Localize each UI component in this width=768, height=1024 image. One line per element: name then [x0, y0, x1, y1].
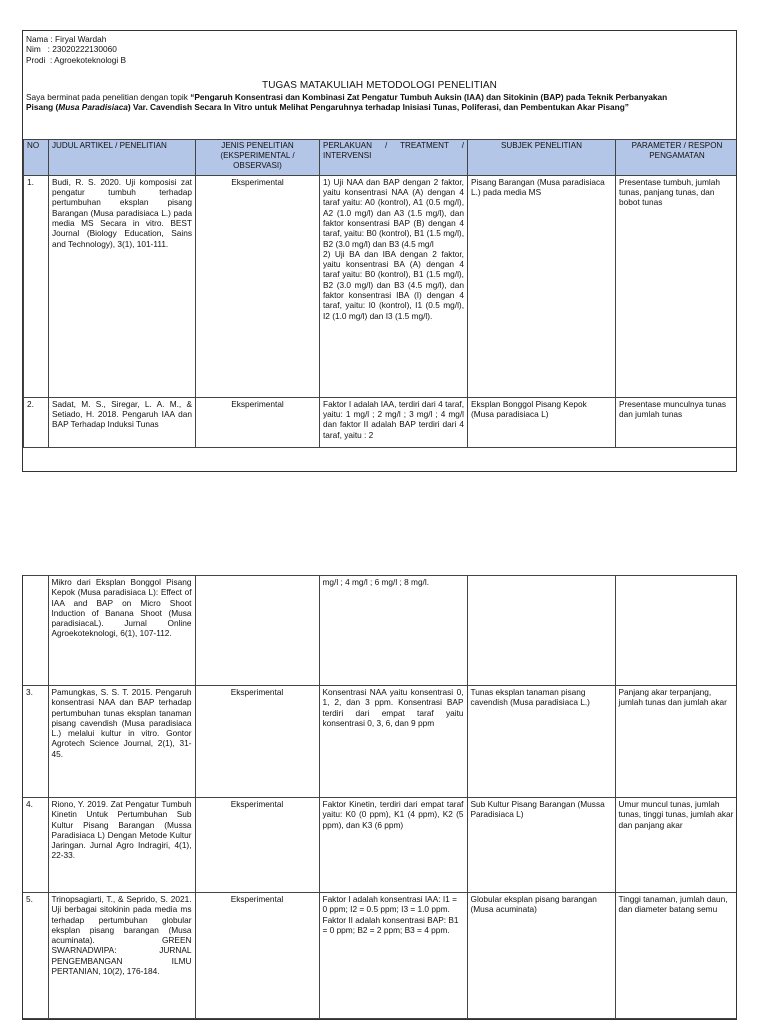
cell-no: 1.: [24, 175, 49, 397]
intro-topic-italic: Musa Paradisiaca: [58, 102, 128, 113]
table-row: [23, 798, 737, 893]
header-perlakuan: PERLAKUAN / TREATMENT / INTERVENSI: [320, 139, 468, 175]
cell-jenis: Eksperimental: [196, 175, 320, 397]
cell-subjek: Pisang Barangan (Musa paradisiaca L.) pada media MS: [468, 175, 616, 397]
cell-jenis: Eksperimental: [196, 397, 320, 447]
page-1: [22, 30, 737, 472]
intro-topic-a: “Pengaruh Konsentrasi dan Kombinasi Zat Pengatur Tumbuh Auksin (IAA) dan Sitokinin (BAP) pada Teknik Perbanyakan Pisang (: [26, 92, 668, 113]
cell-subjek: [467, 576, 615, 686]
cell-subjek: Globular eksplan pisang barangan (Musa acuminata): [467, 893, 615, 1019]
cell-perlakuan: Konsentrasi NAA yaitu konsentrasi 0, 1, 2, dan 3 ppm. Konsentrasi BAP terdiri dari empat taraf yaitu konsentrasi 0, 3, 6, dan 9 ppm: [319, 686, 467, 798]
header-subjek: SUBJEK PENELITIAN: [468, 139, 616, 175]
cell-no: 5.: [23, 893, 48, 1019]
research-table-continued: [23, 575, 737, 1019]
cell-no: 3.: [23, 686, 48, 798]
cell-perlakuan: Faktor Kinetin, terdiri dari empat taraf yaitu: K0 (0 ppm), K1 (4 ppm), K2 (5 ppm), dan K3 (6 ppm): [319, 798, 467, 893]
cell-judul: Pamungkas, S. S. T. 2015. Pengaruh konsentrasi NAA dan BAP terhadap pertumbuhan tunas eksplan tanaman pisang cavendish (Musa paradisiaca L.) melalui kultur in vitro. Gontor Agrotech Science Journal, 2(1), 31-45.: [48, 686, 195, 798]
cell-parameter: Panjang akar terpanjang, jumlah tunas dan jumlah akar: [615, 686, 737, 798]
cell-perlakuan: 1) Uji NAA dan BAP dengan 2 faktor, yaitu konsentrasi NAA (A) dengan 4 taraf yaitu: A0 (kontrol), A1 (0.5 mg/l), A2 (1.0 mg/l) dan A3 (1.5 mg/l), dan faktor konsentrasi BAP (B) dengan 4 taraf, yaitu: B0 (kontrol), B1 (1.5 mg/l), B2 (3.0 mg/l) dan B3 (4.5 mg/l 2) Uji BA dan IBA dengan 2 faktor, yaitu konsentrasi BA (A) dengan 4 taraf yaitu: B0 (kontrol), B1 (1.5 mg/l), B2 (3.0 mg/l) dan B3 (4.5 mg/l), dan faktor konsentrasi IBA (I) dengan 4 taraf, yaitu: I0 (kontrol), I1 (0.5 mg/l), I2 (1.0 mg/l) dan I3 (1.5 mg/l).: [320, 175, 468, 397]
cell-jenis: Eksperimental: [195, 893, 319, 1019]
cell-jenis: Eksperimental: [195, 686, 319, 798]
cell-subjek: Tunas eksplan tanaman pisang cavendish (Musa paradisiaca L.): [467, 686, 615, 798]
cell-subjek: Sub Kultur Pisang Barangan (Mussa Paradisiaca L): [467, 798, 615, 893]
cell-judul: Riono, Y. 2019. Zat Pengatur Tumbuh Kinetin Untuk Pertumbuhan Sub Kultur Pisang Barangan (Mussa Paradisiaca L) Dengan Metode Kultur Jaringan. Jurnal Agro Indragiri, 4(1), 22-33.: [48, 798, 195, 893]
cell-judul: Budi, R. S. 2020. Uji komposisi zat pengatur tumbuh terhadap pertumbuhan eksplan pisang Barangan (Musa paradisiaca L.) pada media MS Secara in vitro. BEST Journal (Biology Education, Sains and Technology), 3(1), 101-111.: [49, 175, 196, 397]
cell-judul: Trinopsagiarti, T., & Seprido, S. 2021. Uji berbagai sitokinin pada media ms terhadap pertumbuhan globular eksplan pisang barangan (Musa acuminata). GREEN SWARNADWIPA: JURNAL PENGEMBANGAN ILMU PERTANIAN, 10(2), 176-184.: [48, 893, 195, 1019]
intro-lead: Saya berminat pada penelitian dengan topik: [26, 92, 191, 103]
table-row: [23, 686, 737, 798]
table-row: [23, 893, 737, 1019]
header-no: NO: [24, 139, 49, 175]
table-row: [24, 175, 738, 397]
cell-jenis: [195, 576, 319, 686]
cell-perlakuan: Faktor I adalah IAA, terdiri dari 4 taraf, yaitu: 1 mg/l ; 2 mg/l ; 3 mg/l ; 4 mg/l dan faktor II adalah BAP terdiri dari 4 taraf, yaitu : 2: [320, 397, 468, 447]
table-row: [23, 576, 737, 686]
header-judul: JUDUL ARTIKEL / PENELITIAN: [49, 139, 196, 175]
cell-parameter: Presentase munculnya tunas dan jumlah tunas: [616, 397, 738, 447]
topic-description: [26, 92, 733, 113]
student-name: Nama : Firyal Wardah: [26, 34, 107, 44]
student-nim: Nim : 23020222130060: [26, 44, 117, 55]
document-title: TUGAS MATAKULIAH METODOLOGI PENELITIAN: [262, 79, 497, 91]
cell-judul: Mikro dari Eksplan Bonggol Pisang Kepok (Musa paradisiaca L): Effect of IAA and BAP on Micro Shoot Induction of Banana Shoot (Musa paradisiacaL). Jurnal Online Agroekoteknologi, 6(1), 107-112.: [48, 576, 195, 686]
table-header-row: [24, 139, 738, 175]
cell-perlakuan: Faktor I adalah konsentrasi IAA: I1 = 0 ppm; I2 = 0.5 ppm; I3 = 1.0 ppm. Faktor II adalah konsentrasi BAP: B1 = 0 ppm; B2 = 2 ppm; B3 = 4 ppm.: [319, 893, 467, 1019]
cell-parameter: Presentase tumbuh, jumlah tunas, panjang tunas, dan bobot tunas: [616, 175, 738, 397]
cell-parameter: Umur muncul tunas, jumlah tunas, tinggi tunas, jumlah akar dan panjang akar: [615, 798, 737, 893]
intro-topic-b: ) Var. Cavendish Secara In Vitro untuk Melihat Pengaruhnya terhadap Inisiasi Tunas, Poliferasi, dan Pembentukan Akar Pisang”: [127, 102, 629, 113]
header-jenis: JENIS PENELITIAN (EKSPERIMENTAL / OBSERVASI): [196, 139, 320, 175]
cell-judul: Sadat, M. S., Siregar, L. A. M., & Setiado, H. 2018. Pengaruh IAA dan BAP Terhadap Induksi Tunas: [49, 397, 196, 447]
cell-perlakuan: mg/l ; 4 mg/l ; 6 mg/l ; 8 mg/l.: [319, 576, 467, 686]
cell-parameter: [615, 576, 737, 686]
student-prodi: Prodi : Agroekoteknologi B: [26, 54, 127, 65]
page-2: [22, 575, 737, 1020]
student-info: [23, 31, 736, 113]
cell-no: 2.: [24, 397, 49, 447]
header-parameter: PARAMETER / RESPON PENGAMATAN: [616, 139, 738, 175]
cell-no: 4.: [23, 798, 48, 893]
cell-jenis: Eksperimental: [195, 798, 319, 893]
cell-no: [23, 576, 48, 686]
research-table: [23, 139, 737, 448]
cell-parameter: Tinggi tanaman, jumlah daun, dan diameter batang semu: [615, 893, 737, 1019]
cell-subjek: Eksplan Bonggol Pisang Kepok (Musa paradisiaca L): [468, 397, 616, 447]
table-row: [24, 397, 738, 447]
